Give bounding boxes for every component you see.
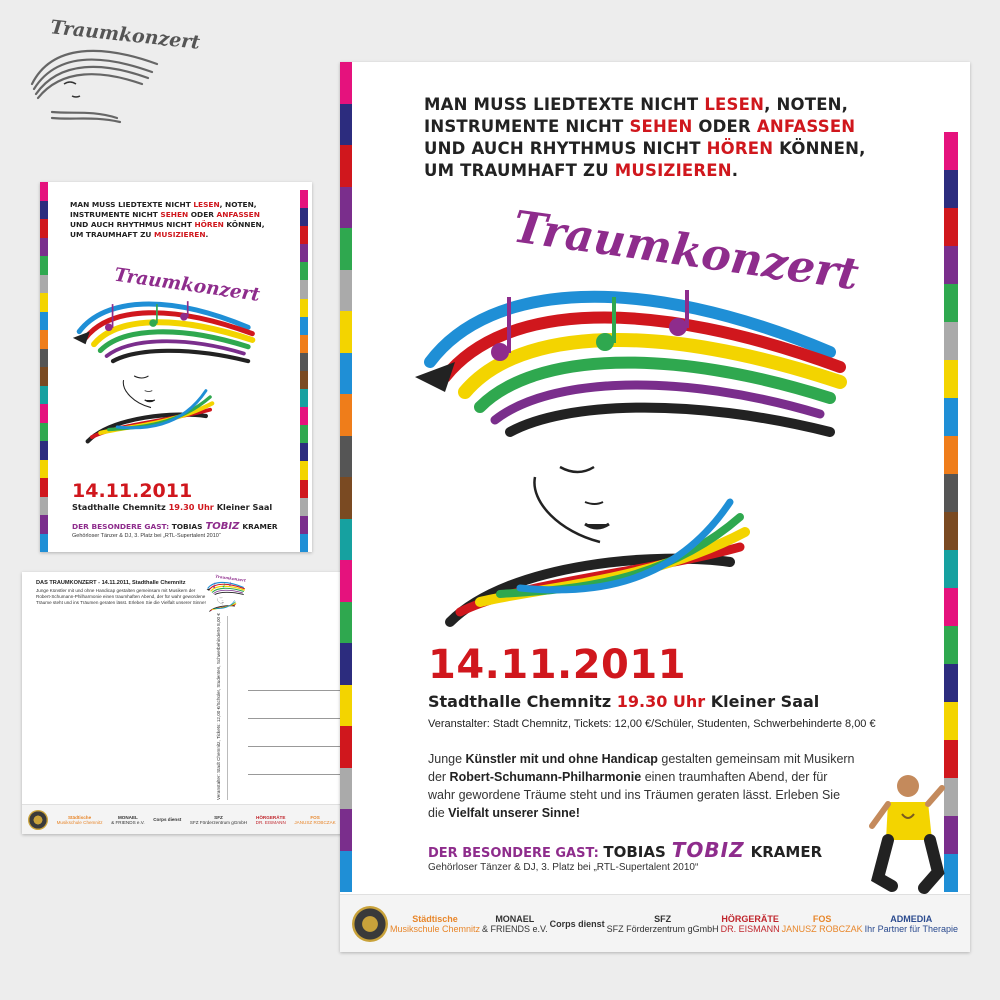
color-swatch: [40, 275, 48, 294]
poster-left-color-strip: [340, 62, 352, 892]
corner-logo: [22, 14, 202, 124]
color-swatch: [40, 534, 48, 553]
color-swatch: [40, 460, 48, 479]
color-swatch: [944, 664, 958, 702]
color-swatch: [300, 353, 308, 371]
color-swatch: [300, 244, 308, 262]
color-swatch: [340, 228, 352, 270]
color-swatch: [300, 516, 308, 534]
color-swatch: [340, 809, 352, 851]
color-swatch: [944, 436, 958, 474]
color-swatch: [944, 588, 958, 626]
color-swatch: [300, 299, 308, 317]
color-swatch: [944, 550, 958, 588]
color-swatch: [944, 512, 958, 550]
sponsor-line: ADMEDIA: [890, 913, 933, 924]
sponsor-logo: [28, 810, 48, 830]
seal-icon: [28, 810, 48, 830]
poster-body-text: Junge Künstler mit und ohne Handicap gestalten gemeinsam mit Musikern der Robert-Schumann-Philharmonie einen traumhaften Abend, der für wahr gewordene Träume steht und ins Träumen geraten lässt. Erleben Sie die Vielfalt unserer Sinne!: [428, 752, 855, 820]
color-swatch: [300, 389, 308, 407]
color-swatch: [300, 317, 308, 335]
color-swatch: [944, 246, 958, 284]
color-swatch: [340, 187, 352, 229]
sponsor-line: JANUSZ ROBCZAK: [781, 923, 863, 934]
poster-headline: MAN MUSS LIEDTEXTE NICHT LESEN, NOTEN, INSTRUMENTE NICHT SEHEN ODER ANFASSEN UND AUCH RHYTHMUS NICHT HÖREN KÖNNEN, UM TRAUMHAFT ZU MUSIZIEREN.: [424, 95, 866, 180]
color-swatch: [944, 474, 958, 512]
postcard-divider: [227, 616, 228, 800]
sponsor-logo: [352, 906, 388, 942]
postcard-vertical-text: Veranstalter: Stadt Chemnitz, Tickets: 12,00 €/Schüler, Studenten, Schwerbehinderte 8,00 €: [216, 613, 221, 800]
color-swatch: [300, 280, 308, 298]
color-swatch: [340, 62, 352, 104]
color-swatch: [340, 726, 352, 768]
sponsor-line: Städtische: [412, 913, 458, 924]
flyer-right-color-strip: [300, 190, 308, 552]
flyer-guest: DER BESONDERE GAST: TOBIAS TOBIZ KRAMER: [72, 521, 278, 532]
flyer-guest-note: Gehörloser Tänzer & DJ, 3. Platz bei „RTL-Supertalent 2010“: [72, 533, 221, 539]
sponsor-line: Städtische: [67, 814, 92, 820]
color-swatch: [40, 293, 48, 312]
sponsor-line: JANUSZ ROBCZAK: [294, 819, 336, 825]
poster-guest: DER BESONDERE GAST: TOBIAS TOBIZ KRAMER: [428, 838, 823, 862]
color-swatch: [340, 560, 352, 602]
color-swatch: [300, 371, 308, 389]
sponsor-line: FOS: [310, 814, 320, 820]
sponsor-line: DR. EISMANN: [255, 819, 286, 825]
color-swatch: [40, 386, 48, 405]
sponsor-line: Corps dienst: [153, 817, 182, 822]
color-swatch: [944, 322, 958, 360]
color-swatch: [340, 104, 352, 146]
flyer-left-color-strip: [40, 182, 48, 552]
color-swatch: [300, 407, 308, 425]
color-swatch: [300, 461, 308, 479]
sponsor-logo: [550, 919, 605, 929]
color-swatch: [40, 515, 48, 534]
color-swatch: [40, 367, 48, 386]
color-swatch: [40, 219, 48, 238]
poster-organizer: Veranstalter: Stadt Chemnitz, Tickets: 12,00 €/Schüler, Studenten, Schwerbehinderte 8,00 €: [428, 718, 876, 730]
color-swatch: [944, 626, 958, 664]
sponsor-logo: [111, 815, 145, 825]
color-swatch: [340, 602, 352, 644]
color-swatch: [340, 311, 352, 353]
color-swatch: [340, 353, 352, 395]
postcard-logo: [204, 574, 250, 614]
postcard-title: DAS TRAUMKONZERT - 14.11.2011, Stadthalle Chemnitz: [36, 580, 186, 586]
poster-venue: Stadthalle Chemnitz 19.30 Uhr Kleiner Saal: [428, 692, 820, 711]
sponsor-line: Corps dienst: [549, 918, 605, 929]
color-swatch: [944, 284, 958, 322]
color-swatch: [40, 238, 48, 257]
color-swatch: [40, 256, 48, 275]
sponsor-line: MONAEL: [117, 814, 138, 820]
sponsor-line: SFZ: [214, 814, 223, 820]
color-swatch: [300, 335, 308, 353]
sponsor-line: SFZ Förderzentrum gGmbH: [606, 923, 719, 934]
color-swatch: [300, 425, 308, 443]
sponsor-line: HÖRGERÄTE: [256, 814, 286, 820]
postcard-text: Junge Künstler mit und ohne Handicap gestalten gemeinsam mit Musikern der Robert-Schumann-Philharmonie einen traumhaften Abend, der für wahr gewordene Träume steht und ins Träumen geraten lässt. Erleben Sie die Vielfalt unserer Sinne!: [36, 588, 206, 605]
sponsor-line: Ihr Partner für Therapie: [864, 923, 958, 934]
flyer-date: 14.11.2011: [72, 480, 193, 502]
sponsor-line: Musikschule Chemnitz: [56, 819, 103, 825]
color-swatch: [40, 201, 48, 220]
corner-logo-text: Traumkonzert: [49, 16, 202, 54]
sponsor-logo: [782, 914, 863, 934]
sponsor-logo: [482, 914, 548, 934]
color-swatch: [40, 349, 48, 368]
color-swatch: [40, 478, 48, 497]
color-swatch: [300, 498, 308, 516]
color-swatch: [300, 190, 308, 208]
color-swatch: [300, 262, 308, 280]
sponsor-logo: [865, 914, 958, 934]
color-swatch: [944, 398, 958, 436]
sponsor-line: MONAEL: [495, 913, 535, 924]
flyer-headline: MAN MUSS LIEDTEXTE NICHT LESEN, NOTEN, INSTRUMENTE NICHT SEHEN ODER ANFASSEN UND AUCH RHYTHMUS NICHT HÖREN KÖNNEN, UM TRAUMHAFT ZU MUSIZIEREN.: [70, 200, 265, 239]
traumkonzert-art: [410, 202, 880, 652]
sponsor-logo: [57, 815, 103, 825]
color-swatch: [40, 404, 48, 423]
sponsor-line: & FRIENDS e.V.: [111, 819, 145, 825]
dancer-photo: [858, 768, 950, 898]
sponsor-logo: [607, 914, 719, 934]
color-swatch: [300, 480, 308, 498]
color-swatch: [300, 208, 308, 226]
flyer-preview: [40, 182, 312, 552]
color-swatch: [300, 226, 308, 244]
sponsor-line: SFZ: [654, 913, 672, 924]
sponsor-line: Musikschule Chemnitz: [389, 923, 480, 934]
sponsor-line: HÖRGERÄTE: [721, 913, 779, 924]
color-swatch: [944, 132, 958, 170]
poster-preview: [340, 62, 970, 952]
color-swatch: [340, 685, 352, 727]
flyer-venue: Stadthalle Chemnitz 19.30 Uhr Kleiner Saal: [72, 502, 273, 512]
color-swatch: [40, 497, 48, 516]
flyer-traumkonzert-art: [70, 264, 270, 454]
color-swatch: [40, 330, 48, 349]
poster-sponsor-bar: [340, 894, 970, 952]
sponsor-logo: [294, 815, 335, 825]
color-swatch: [340, 768, 352, 810]
sponsor-logo: [390, 914, 480, 934]
color-swatch: [40, 182, 48, 201]
sponsor-logo: [190, 815, 247, 825]
sponsor-logo: [721, 914, 780, 934]
color-swatch: [944, 208, 958, 246]
sponsor-line: & FRIENDS e.V.: [481, 923, 548, 934]
color-swatch: [340, 477, 352, 519]
seal-icon: [352, 906, 388, 942]
color-swatch: [340, 394, 352, 436]
tobiz-logo: TOBIZ: [671, 838, 745, 862]
color-swatch: [944, 170, 958, 208]
sponsor-line: SFZ Förderzentrum gGmbH: [189, 819, 248, 825]
sponsor-logo: [256, 815, 286, 825]
sponsor-logo: [153, 817, 181, 822]
color-swatch: [340, 519, 352, 561]
color-swatch: [340, 270, 352, 312]
poster-date: 14.11.2011: [428, 642, 687, 688]
color-swatch: [340, 436, 352, 478]
sponsor-line: FOS: [812, 913, 832, 924]
color-swatch: [944, 702, 958, 740]
color-swatch: [300, 534, 308, 552]
color-swatch: [944, 360, 958, 398]
color-swatch: [340, 851, 352, 893]
sponsor-line: DR. EISMANN: [720, 923, 780, 934]
color-swatch: [40, 441, 48, 460]
poster-guest-note: Gehörloser Tänzer & DJ, 3. Platz bei „RTL-Supertalent 2010“: [428, 862, 699, 873]
color-swatch: [300, 443, 308, 461]
color-swatch: [40, 312, 48, 331]
color-swatch: [340, 145, 352, 187]
color-swatch: [40, 423, 48, 442]
color-swatch: [340, 643, 352, 685]
